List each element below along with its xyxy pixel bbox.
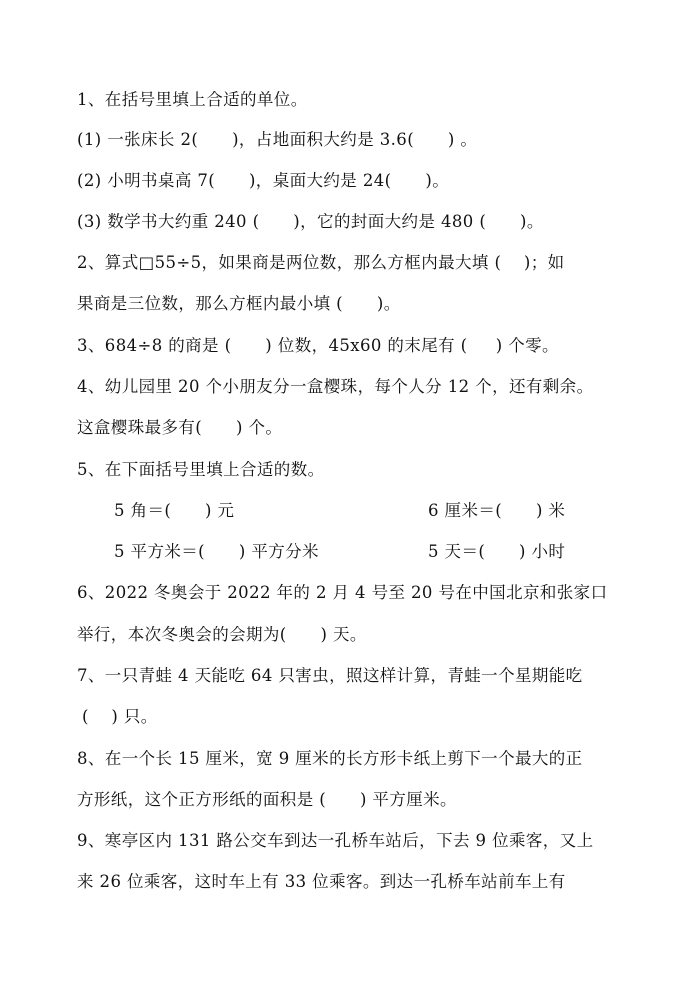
question-2-line-2: 果商是三位数，那么方框内最小填 ( )。	[77, 294, 401, 313]
question-4-line-1: 4、幼儿园里 20 个小朋友分一盒樱珠，每个人分 12 个，还有剩余。	[77, 377, 594, 396]
question-1-intro: 1、在括号里填上合适的单位。	[77, 90, 308, 109]
question-5-item-1: 5 角＝( ) 元	[114, 501, 235, 520]
question-7-line-1: 7、一只青蛙 4 天能吃 64 只害虫，照这样计算，青蛙一个星期能吃	[77, 666, 583, 685]
question-5-item-2: 6 厘米＝( ) 米	[428, 501, 566, 520]
question-8-line-1: 8、在一个长 15 厘米，宽 9 厘米的长方形卡纸上剪下一个最大的正	[77, 749, 583, 768]
question-5-item-4: 5 天＝( ) 小时	[428, 542, 566, 561]
question-1-part-2: (2) 小明书桌高 7( )，桌面大约是 24( )。	[77, 171, 450, 190]
question-4-line-2: 这盒樱珠最多有( ) 个。	[77, 418, 283, 437]
question-1-part-1: (1) 一张床长 2( )，占地面积大约是 3.6( ) 。	[77, 130, 478, 149]
question-5-intro: 5、在下面括号里填上合适的数。	[77, 460, 325, 479]
question-6-line-1: 6、2022 冬奥会于 2022 年的 2 月 4 号至 20 号在中国北京和张家口	[77, 583, 608, 602]
question-3-line-1: 3、684÷8 的商是 ( ) 位数，45x60 的末尾有 ( ) 个零。	[77, 336, 559, 355]
question-6-line-2: 举行，本次冬奥会的会期为( ) 天。	[77, 625, 367, 644]
question-9-line-2: 来 26 位乘客，这时车上有 33 位乘客。到达一孔桥车站前车上有	[77, 872, 566, 891]
question-7-line-2: ( ) 只。	[82, 707, 158, 726]
question-5-item-3: 5 平方米＝( ) 平方分米	[114, 542, 319, 561]
question-1-part-3: (3) 数学书大约重 240 ( )，它的封面大约是 480 ( )。	[77, 212, 544, 231]
question-8-line-2: 方形纸，这个正方形纸的面积是 ( ) 平方厘米。	[77, 790, 457, 809]
question-2-line-1: 2、算式□55÷5，如果商是两位数，那么方框内最大填 ( )；如	[77, 253, 565, 272]
question-9-line-1: 9、寒亭区内 131 路公交车到达一孔桥车站后，下去 9 位乘客，又上	[77, 831, 594, 850]
